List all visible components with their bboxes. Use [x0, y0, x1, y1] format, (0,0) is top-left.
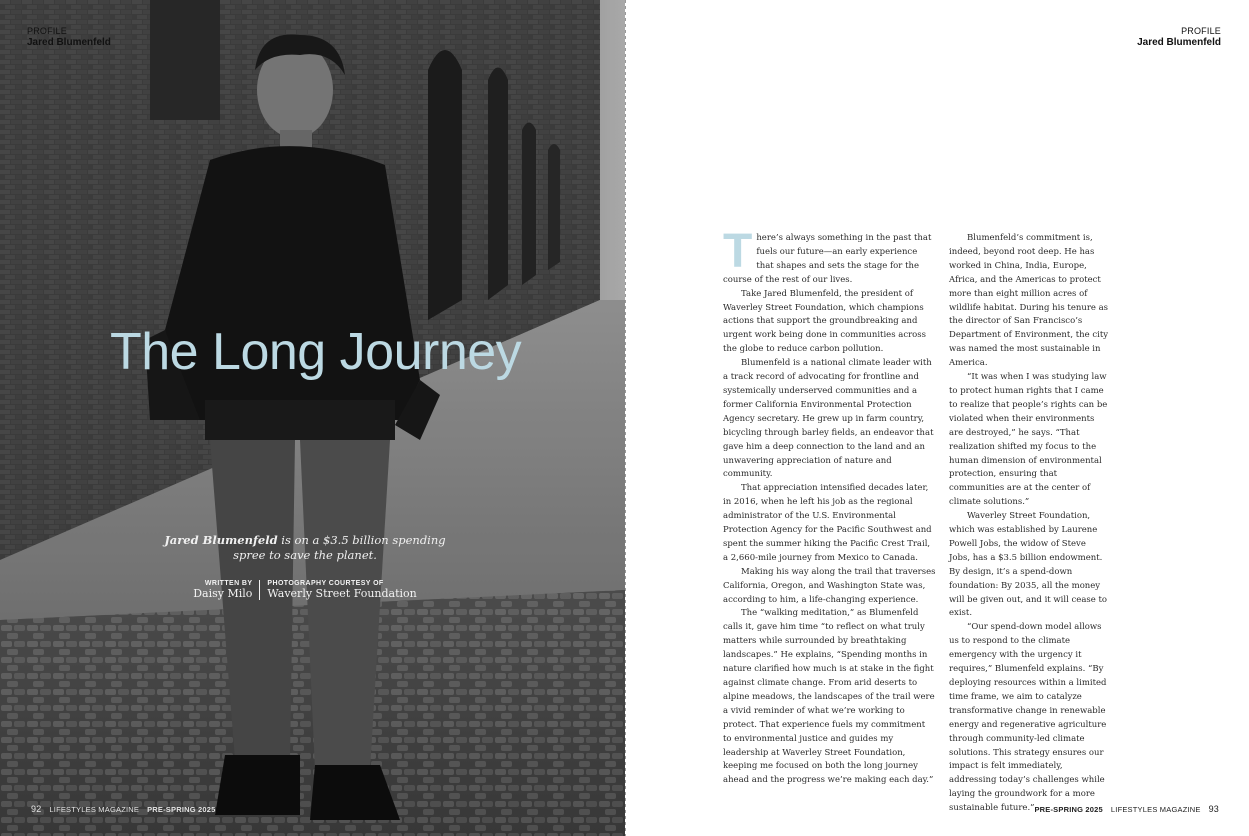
deck-name: Jared Blumenfeld	[164, 533, 278, 547]
page-number-right: 93	[1208, 804, 1219, 814]
credit-photo-label: PHOTOGRAPHY COURTESY OF	[267, 580, 384, 587]
page-number-left: 92	[31, 804, 42, 814]
body-column-1	[723, 225, 936, 788]
article-deck	[160, 533, 450, 563]
body-paragraph: There’s always something in the past that fuels our future—an early experience that shapes and sets the stage for the course of the rest of our lives.	[723, 225, 932, 285]
body-paragraph: “It was when I was studying law to protect human rights that I came to realize that people’s rights can be violated when their environments are destroyed,” he says. “That realization shifted my focus to the human dimension of environmental protection, ensuring that communities are at the center of climate solutions.”	[949, 372, 1108, 508]
body-paragraph: Blumenfeld’s commitment is, indeed, beyond root deep. He has worked in China, India, Europe, Africa, and the Americas to protect more than eight million acres of wildlife habitat. During his tenure as the director of San Francisco’s Department of Environment, the city was named the most sustainable in America.	[949, 233, 1109, 369]
body-paragraph: Blumenfeld is a national climate leader with a track record of advocating for frontline and systemically underserved communities and a former California Environmental Protection Agency secretary. He grew up in farm country, bicycling through barley fields, an endeavor that gave him a deep connection to the land and an unwavering appreciation of nature and community.	[723, 358, 934, 480]
body-paragraph: “Our spend-down model allows us to respond to the climate emergency with the urgency it requires,” Blumenfeld explains. “By deploying resources within a limited time frame, we aim to catalyze transformative change in renewable energy and regenerative agriculture through community-led climate solutions. This strategy ensures our impact is felt immediately, addressing today’s challenges while laying the groundwork for a more sustainable future.”	[949, 622, 1107, 814]
body-paragraph: That appreciation intensified decades later, in 2016, when he left his job as the regional administrator of the U.S. Environmental Protection Agency for the Pacific Southwest and spent the summer hiking the Pacific Crest Trail, a 2,660-mile journey from Mexico to Canada.	[723, 483, 932, 563]
folio-issue-right: PRE-SPRING 2025	[1034, 805, 1103, 814]
body-paragraph: Making his way along the trail that traverses California, Oregon, and Washington State was, according to him, a life-changing experience.	[723, 566, 936, 605]
running-head-name-right: Jared Blumenfeld	[1137, 37, 1221, 48]
credit-writer-name: Daisy Milo	[193, 587, 253, 600]
credit-photo-name: Waverly Street Foundation	[267, 587, 417, 600]
body-paragraph: Take Jared Blumenfeld, the president of Waverley Street Foundation, which champions actions that support the groundbreaking and urgent work being done in communities across the globe to reduce carbon pollution.	[723, 288, 927, 355]
folio-magazine-left: LIFESTYLES MAGAZINE	[49, 805, 140, 814]
running-head-name: Jared Blumenfeld	[27, 37, 111, 48]
folio-left	[31, 804, 216, 814]
deck-text: is on a $3.5 billion spending spree to save the planet.	[233, 533, 446, 562]
gutter	[625, 0, 626, 836]
running-head-right	[1137, 26, 1221, 48]
running-head-kicker: PROFILE	[27, 26, 67, 36]
credit-divider	[259, 580, 260, 600]
folio-issue-left: PRE-SPRING 2025	[147, 805, 216, 814]
folio-right	[1034, 804, 1219, 814]
running-head-kicker-right: PROFILE	[1181, 26, 1221, 36]
article-title: The Long Journey	[110, 323, 522, 381]
body-paragraph: Waverley Street Foundation, which was established by Laurene Powell Jobs, the widow of Steve Jobs, has a $3.5 billion endowment. By design, it’s a spend-down foundation: By 2035, all the money will be given out, and it will cease to exist.	[949, 511, 1108, 619]
credit-writer	[187, 580, 258, 600]
credit-writer-label: WRITTEN BY	[204, 580, 253, 587]
running-head-left	[27, 26, 111, 48]
credits	[160, 580, 450, 600]
body-column-2	[949, 232, 1109, 816]
folio-magazine-right: LIFESTYLES MAGAZINE	[1110, 805, 1201, 814]
body-paragraph: The “walking meditation,” as Blumenfeld calls it, gave him time “to reflect on what truly matters while surrounded by breathtaking landscapes.” He explains, “Spending months in nature clarified how much is at stake in the fight against climate change. From arid deserts to alpine meadows, the landscapes of the trail were a vivid reminder of what we’re working to protect. That experience fuels my commitment to environmental justice and guides my leadership at Waverley Street Foundation, keeping me focused on both the long journey ahead and the progress we’re making each day.”	[723, 608, 935, 786]
drop-cap: T	[723, 225, 753, 278]
credit-photo	[261, 580, 422, 600]
